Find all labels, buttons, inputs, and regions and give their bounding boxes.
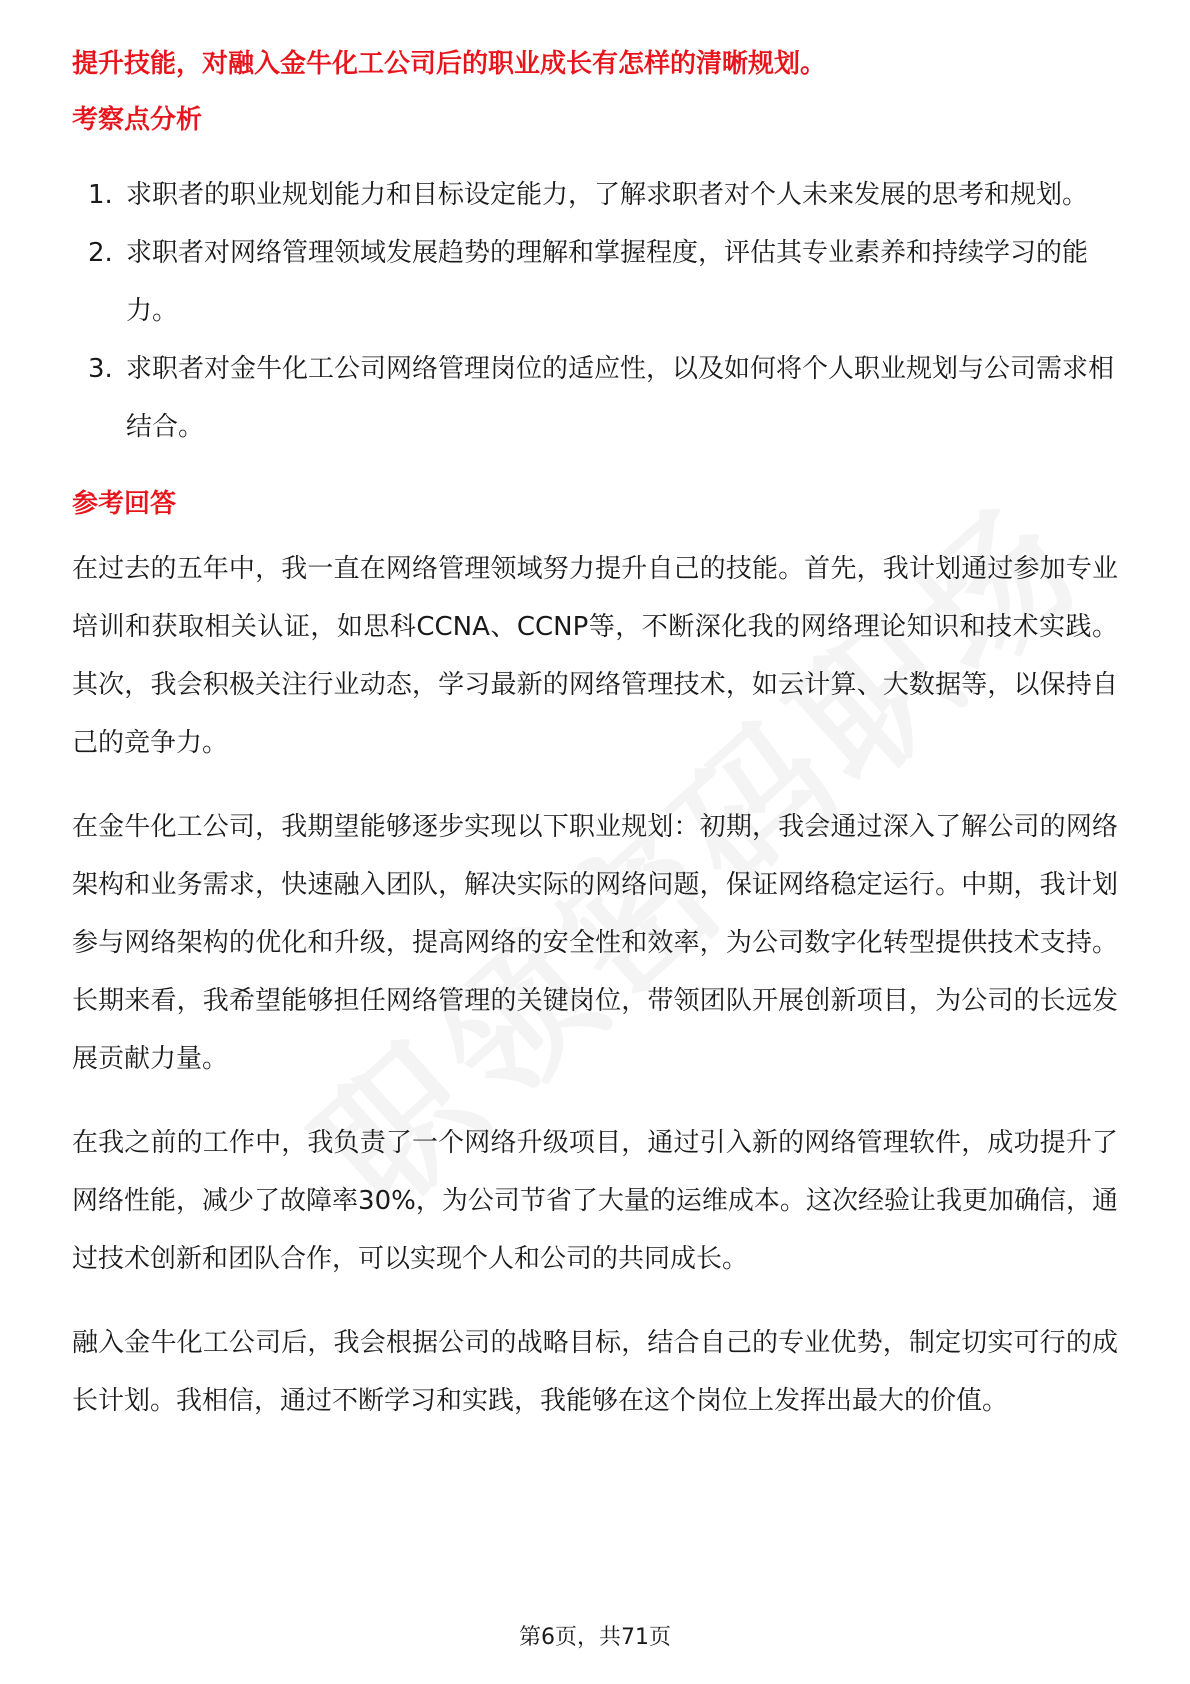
analysis-point	[72, 166, 1118, 224]
page-content	[72, 44, 1118, 1456]
answer-paragraph: 在金牛化工公司，我期望能够逐步实现以下职业规划：初期，我会通过深入了解公司的网络架构和业务需求，快速融入团队，解决实际的网络问题，保证网络稳定运行。中期，我计划参与网络架构的优化和升级，提高网络的安全性和效率，为公司数字化转型提供技术支持。长期来看，我希望能够担任网络管理的关键岗位，带领团队开展创新项目，为公司的长远发展贡献力量。	[72, 812, 1118, 1074]
question-text: 提升技能，对融入金牛化工公司后的职业成长有怎样的清晰规划。	[72, 49, 827, 79]
answer-heading: 参考回答	[72, 489, 177, 519]
analysis-point-number: 1.	[88, 180, 113, 210]
analysis-points-list	[72, 166, 1118, 456]
answer-paragraph: 融入金牛化工公司后，我会根据公司的战略目标，结合自己的专业优势，制定切实可行的成长计划。我相信，通过不断学习和实践，我能够在这个岗位上发挥出最大的价值。	[72, 1328, 1118, 1416]
answer-paragraph: 在过去的五年中，我一直在网络管理领域努力提升自己的技能。首先，我计划通过参加专业培训和获取相关认证，如思科CCNA、CCNP等，不断深化我的网络理论知识和技术实践。其次，我会积极关注行业动态，学习最新的网络管理技术，如云计算、大数据等，以保持自己的竞争力。	[72, 554, 1118, 758]
analysis-point-number: 2.	[88, 238, 113, 268]
answer-paragraph: 在我之前的工作中，我负责了一个网络升级项目，通过引入新的网络管理软件，成功提升了网络性能，减少了故障率30%，为公司节省了大量的运维成本。这次经验让我更加确信，通过技术创新和团队合作，可以实现个人和公司的共同成长。	[72, 1128, 1118, 1274]
analysis-point-text: 求职者对金牛化工公司网络管理岗位的适应性，以及如何将个人职业规划与公司需求相结合。	[126, 354, 1115, 442]
analysis-point	[72, 224, 1118, 340]
analysis-point-text: 求职者对网络管理领域发展趋势的理解和掌握程度，评估其专业素养和持续学习的能力。	[126, 238, 1089, 326]
analysis-heading: 考察点分析	[72, 105, 203, 135]
analysis-point-number: 3.	[88, 354, 113, 384]
page-number: 第6页，共71页	[519, 1625, 671, 1650]
analysis-point-text: 求职者的职业规划能力和目标设定能力，了解求职者对个人未来发展的思考和规划。	[126, 180, 1089, 210]
analysis-point	[72, 340, 1118, 456]
